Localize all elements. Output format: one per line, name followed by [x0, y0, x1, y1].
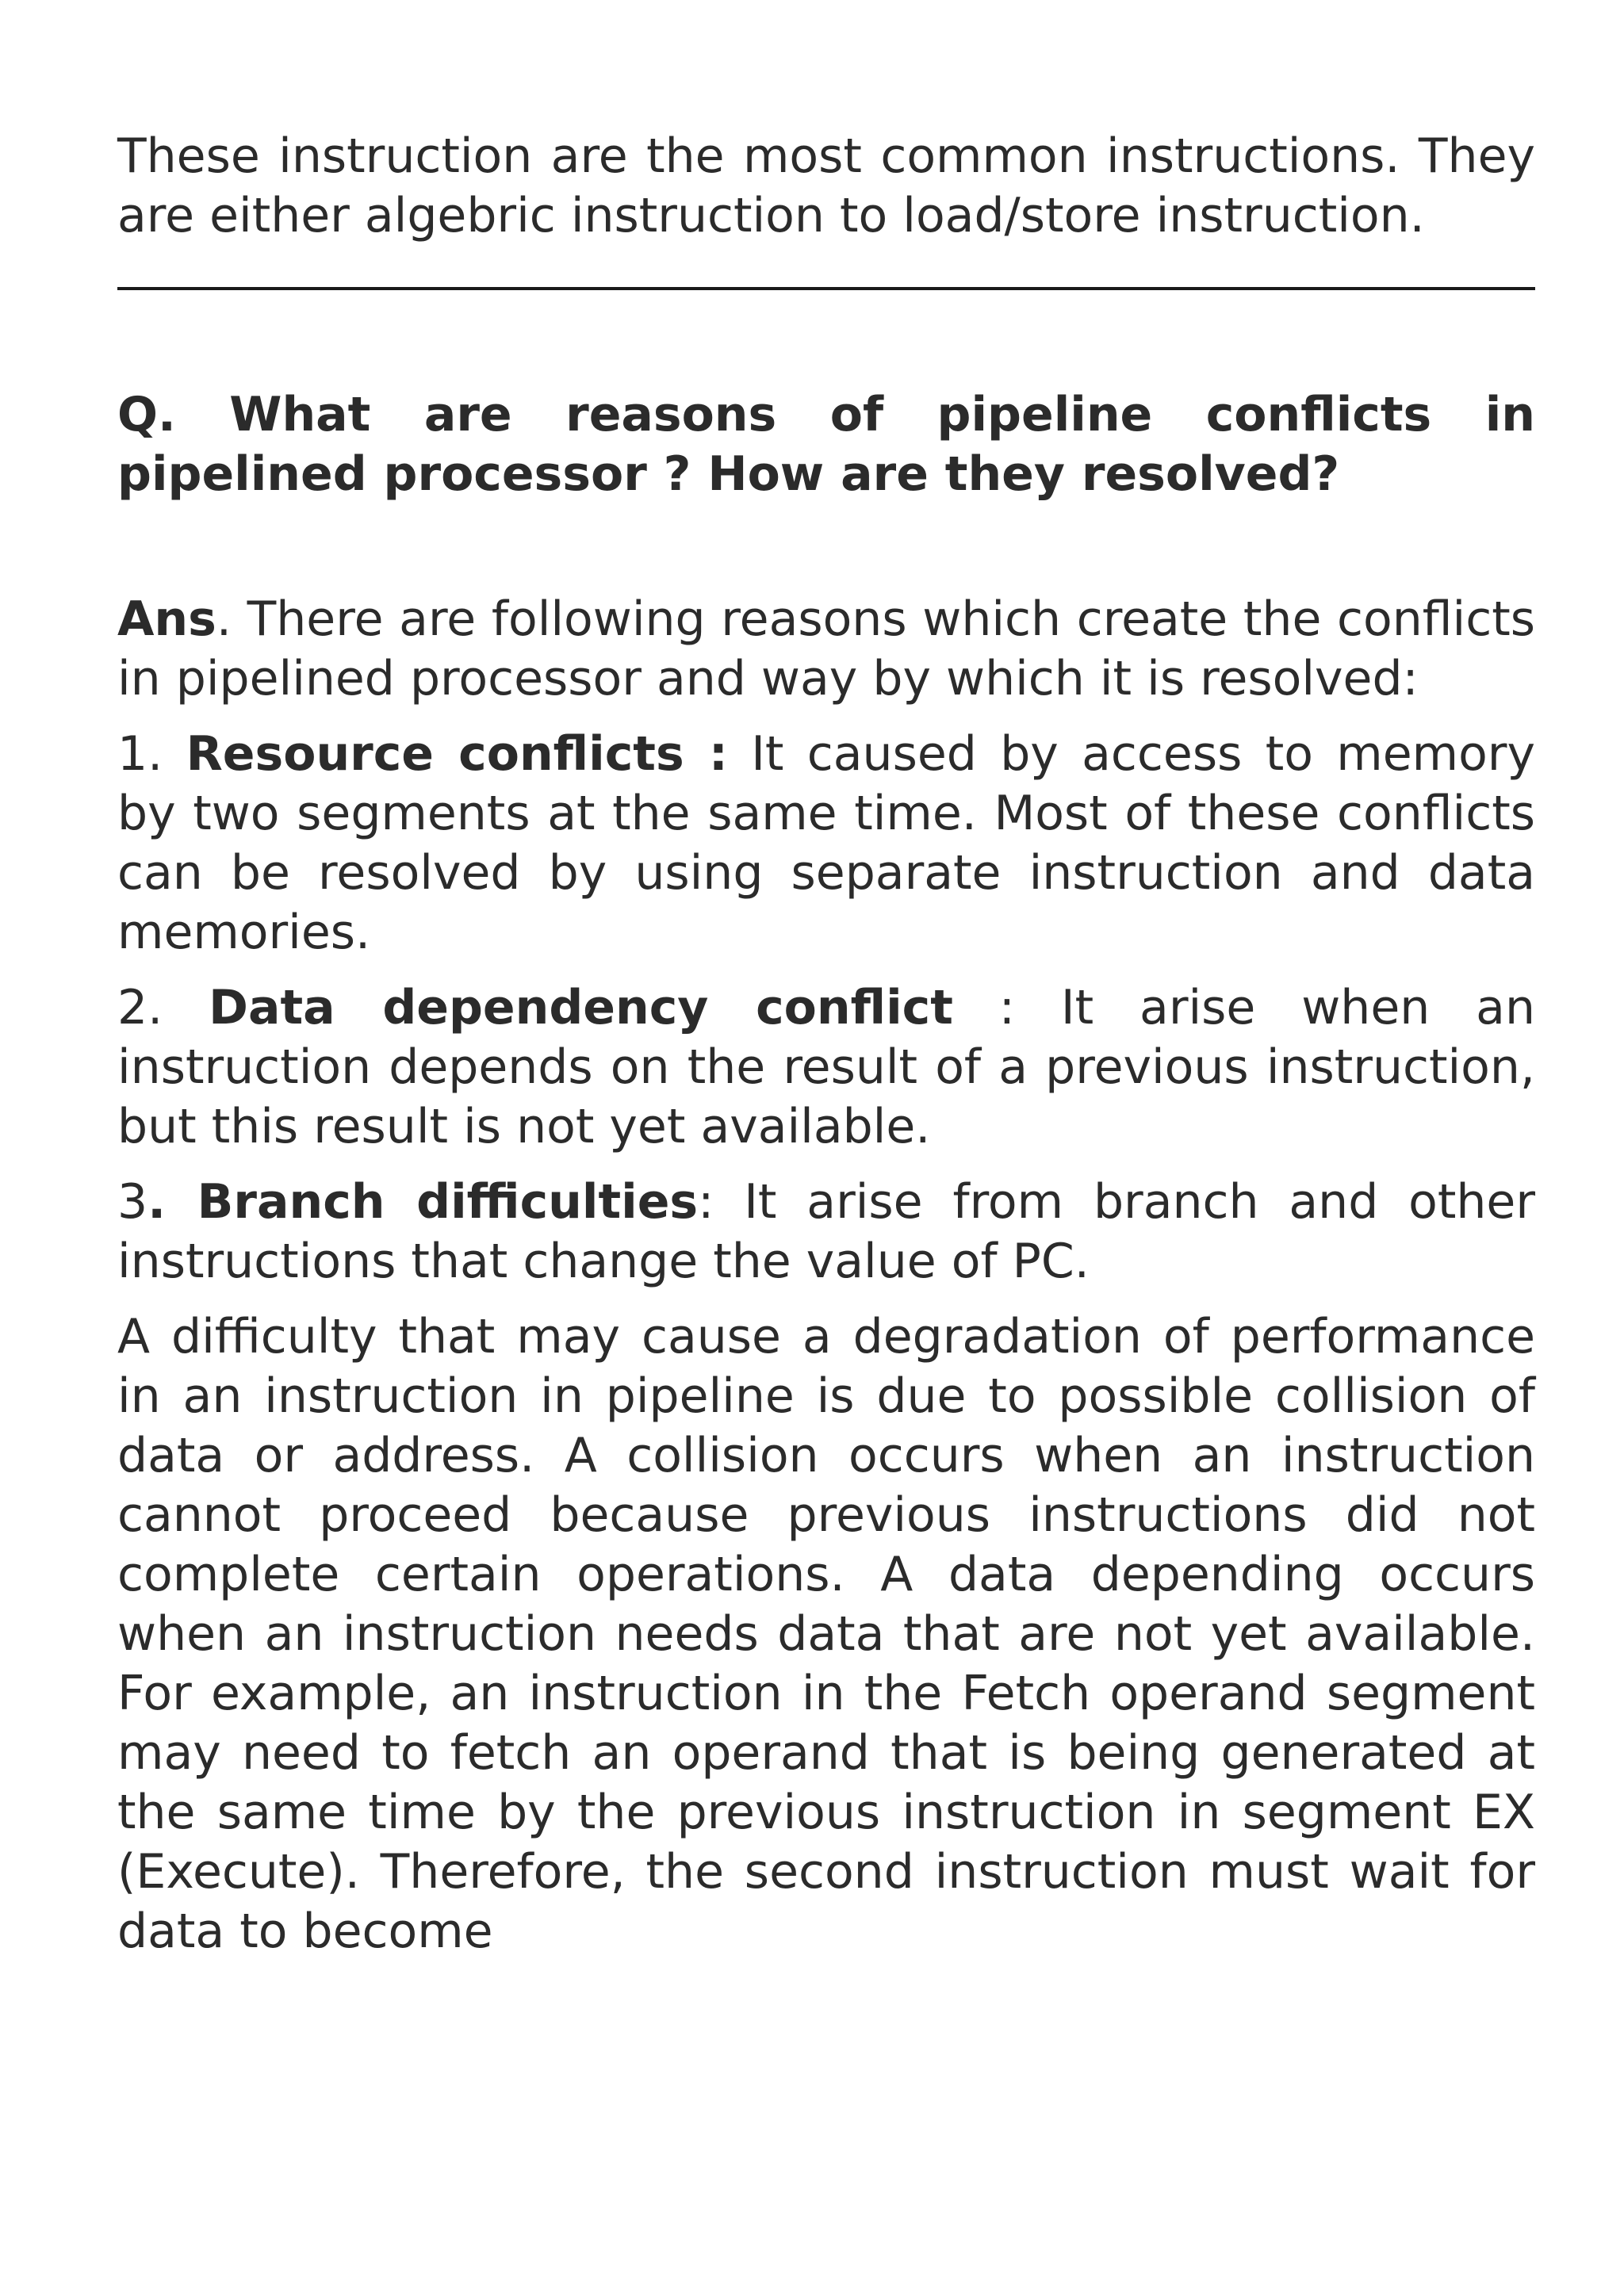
point-text: : It arise from branch and other instructions that change the value of PC. [117, 1174, 1535, 1289]
answer-paragraph [117, 590, 1535, 709]
answer-text: . There are following reasons which create the conflicts in pipelined processor and way by which it is resolved: [117, 591, 1535, 706]
point-text: It caused by access to memory by two segments at the same time. Most of these conflicts can be resolved by using separate instruction and data memories. [117, 726, 1535, 960]
point-number: 1. [117, 726, 186, 782]
point-branch-difficulties [117, 1173, 1535, 1292]
answer-label: Ans [117, 591, 216, 647]
closing-paragraph: A difficulty that may cause a degradation of performance in an instruction in pipeline is due to possible collision of data or address. A collision occurs when an instruction cannot proceed because previous instructions did not complete certain operations. A data depending occurs when an instruction needs data that are not yet available. For example, an instruction in the Fetch operand segment may need to fetch an operand that is being generated at the same time by the previous instruction in segment EX (Execute). Therefore, the second instruction must wait for data to become [117, 1309, 1535, 1959]
point-data-dependency [117, 978, 1535, 1157]
point-title: Resource conflicts : [186, 726, 728, 782]
point-number: 2. [117, 980, 209, 1035]
point-text: : It arise when an instruction depends on the result of a previous instruction, but this result is not yet available. [117, 980, 1535, 1154]
section-divider [117, 287, 1535, 290]
question-heading: Q. What are reasons of pipeline conflicts in pipelined processor ? How are they resolved? [117, 387, 1535, 502]
point-title: . Branch difficulties [147, 1174, 699, 1230]
point-resource-conflicts [117, 725, 1535, 962]
point-number: 3 [117, 1174, 148, 1230]
document-page [117, 127, 1535, 1961]
intro-paragraph: These instruction are the most common instructions. They are either algebric instruction to load/store instruction. [117, 128, 1535, 243]
point-title: Data dependency conflict [209, 980, 953, 1035]
